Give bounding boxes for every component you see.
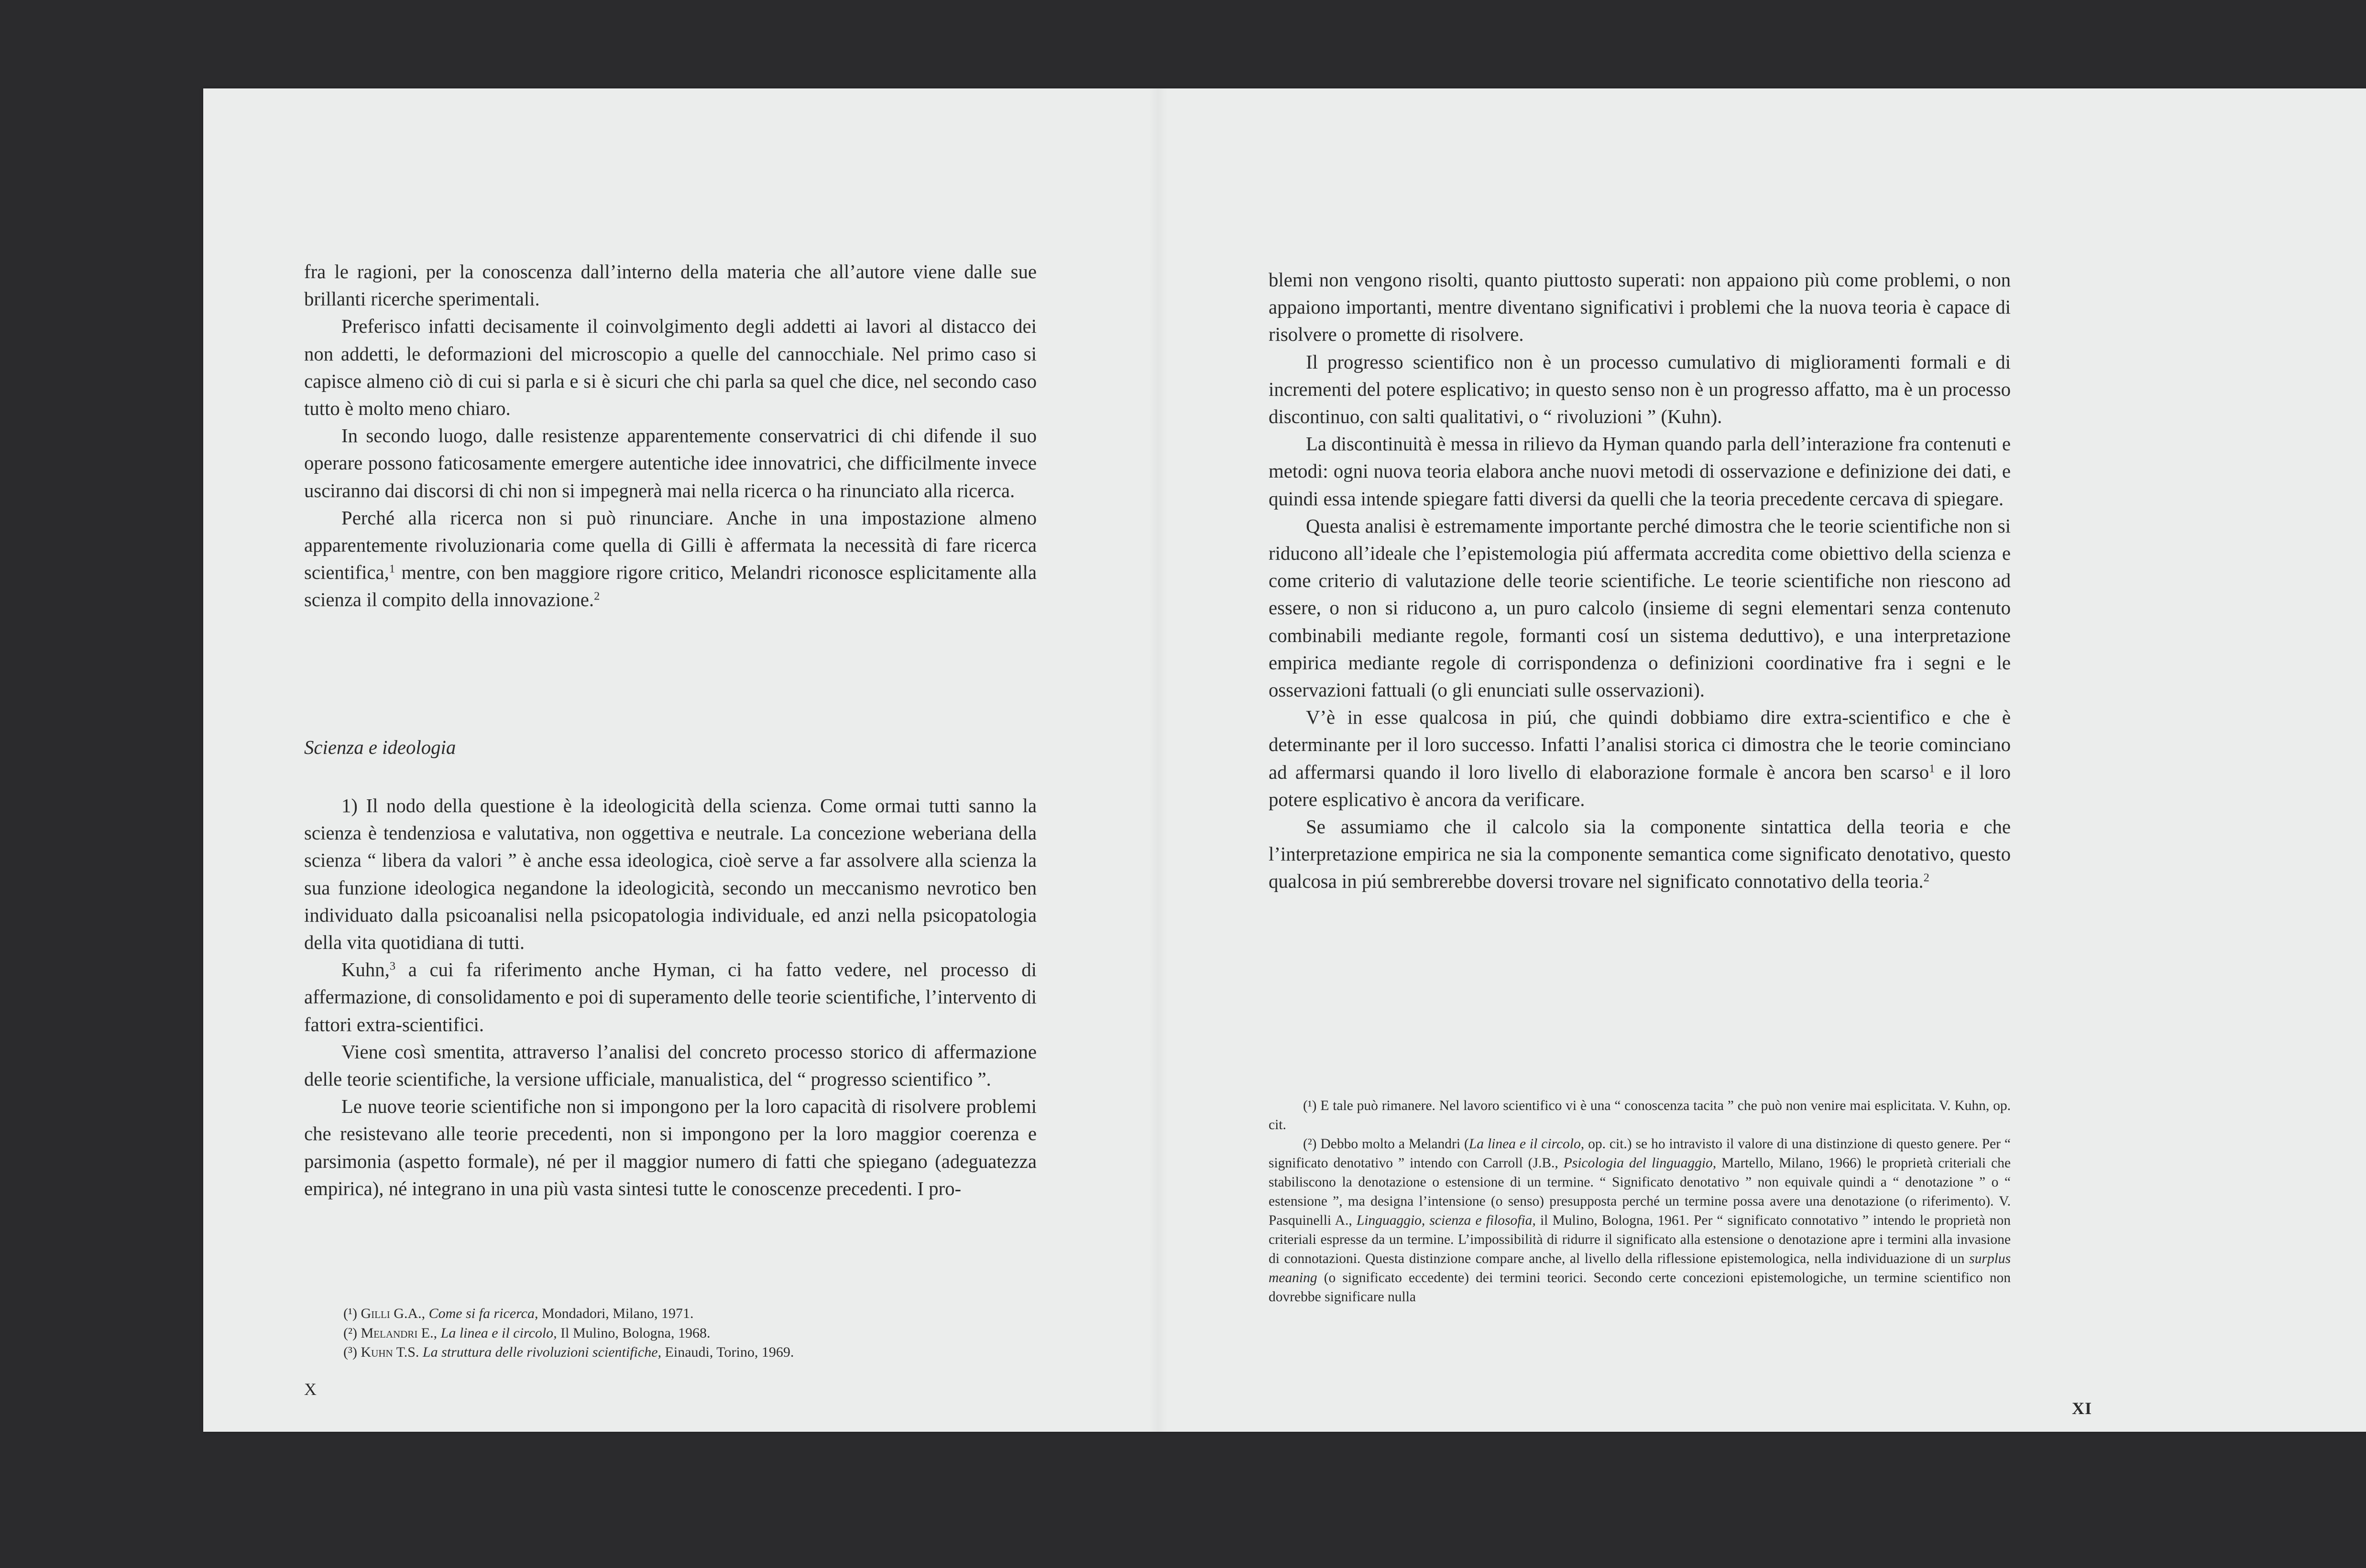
paragraph: Se assumiamo che il calcolo sia la componente sintattica della teoria e che l’interpretazione empirica ne sia la componente semantica come significato denotativo, questo qualcosa in piú sembrerebbe doversi trovare nel significato connotativo della teoria.$^2$ (1269, 816, 2011, 893)
footnote: (³) Kuhn T.S. La struttura delle rivoluzioni scientifiche, Einaudi, Torino, 1969. (343, 1344, 794, 1360)
paragraph: Questa analisi è estremamente importante perché dimostra che le teorie scientifiche non si riducono all’ideale che l’epistemologia piú affermata accredita come obiettivo della scienza e come criterio di valutazione delle teorie scientifiche. Le teorie scientifiche non riescono ad essere, o non si riducono a, un puro calcolo (insieme di segni elementari senza contenuto combinabili mediante regole, formanti cosí un sistema deduttivo), e una interpretazione empirica mediante regole di corrispondenza o definizioni coordinative fra i segni e le osservazioni fattuali (o gli enunciati sulle osservazioni). (1269, 515, 2011, 701)
paragraph: Kuhn,$^3$ a cui fa riferimento anche Hyman, ci ha fatto vedere, nel processo di affermazione, di consolidamento e poi di superamento delle teorie scientifiche, l’intervento di fattori extra-scientifici. (304, 959, 1037, 1035)
paragraph: Perché alla ricerca non si può rinunciare. Anche in una impostazione almeno apparentemente rivoluzionaria come quella di Gilli è affermata la necessità di fare ricerca scientifica,$^1$ mentre, con ben maggiore rigore critico, Melandri riconosce esplicitamente alla scienza il compito della innovazione.$^2$ (304, 507, 1037, 611)
page-number: XI (2072, 1399, 2092, 1418)
paragraph: Le nuove teorie scientifiche non si impongono per la loro capacità di risolvere problemi che resistevano alle teorie precedenti, non si impongono per la loro maggior coerenza e parsimonia (aspetto formale), né per il maggior numero di fatti che spiegano (adeguatezza empirica), né integrano in una più vasta sintesi tutte le conoscenze precedenti. I pro- (304, 1096, 1037, 1199)
footnote-ref: 3 (389, 959, 396, 973)
footnote-ref: 2 (594, 589, 600, 603)
left-footnotes (343, 1304, 1037, 1362)
paragraph: Viene così smentita, attraverso l’analisi del concreto processo storico di affermazione delle teorie scientifiche, la versione ufficiale, manualistica, del “ progresso scientifico ”. (304, 1041, 1037, 1090)
paragraph: 1) Il nodo della questione è la ideologicità della scienza. Come ormai tutti sanno la scienza è tendenziosa e valutativa, non oggettiva e neutrale. La concezione weberiana della scienza “ libera da valori ” è anche essa ideologica, cioè serve a far assolvere alla scienza la sua funzione ideologica negandone la ideologicità, secondo un meccanismo nevrotico ben individuato dalla psicoanalisi nella psicopatologia individuale, ed anzi nella psicopatologia della vita quotidiana di tutti. (304, 795, 1037, 954)
footnote-ref: 1 (389, 562, 395, 576)
section-heading: Scienza e ideologia (304, 737, 456, 758)
right-body-text (1269, 266, 2011, 895)
footnote: (²) Melandri E., La linea e il circolo, Il Mulino, Bologna, 1968. (343, 1325, 711, 1341)
paragraph: V’è in esse qualcosa in piú, che quindi dobbiamo dire extra-scientifico e che è determinante per il loro successo. Infatti l’analisi storica ci dimostra che le teorie cominciano ad affermarsi quando il loro livello di elaborazione formale è ancora ben scarso$^1$ e il loro potere esplicativo è ancora da verificare. (1269, 707, 2011, 810)
footnote: (¹) E tale può rimanere. Nel lavoro scientifico vi è una “ conoscenza tacita ” che può non venire mai esplicitata. V. Kuhn, op. cit. (1269, 1098, 2011, 1132)
page-number: X (304, 1380, 317, 1399)
footnote-ref: 2 (1923, 871, 1929, 885)
footnote-ref: 1 (1929, 762, 1935, 775)
footnote: (¹) Gilli G.A., Come si fa ricerca, Mondadori, Milano, 1971. (343, 1306, 694, 1321)
paragraph: Il progresso scientifico non è un processo cumulativo di miglioramenti formali e di incrementi del potere esplicativo; in questo senso non è un progresso affatto, ma è un processo discontinuo, con salti qualitativi, o “ rivoluzioni ” (Kuhn). (1269, 351, 2011, 428)
paragraph: blemi non vengono risolti, quanto piuttosto superati: non appaiono più come problemi, o non appaiono importanti, mentre diventano significativi i problemi che la nuova teoria è capace di risolvere o promette di risolvere. (1269, 269, 2011, 346)
book-spread (203, 88, 2366, 1432)
right-footnotes (1269, 1096, 2011, 1307)
left-body-text (304, 258, 1037, 614)
paragraph: fra le ragioni, per la conoscenza dall’interno della materia che all’autore viene dalle sue brillanti ricerche sperimentali. (304, 261, 1037, 310)
left-body-text-2 (304, 792, 1037, 1202)
paragraph: In secondo luogo, dalle resistenze apparentemente conservatrici di chi difende il suo operare possono faticosamente emergere autentiche idee innovatrici, che difficilmente invece usciranno dai discorsi di chi non si impegnerà mai nella ricerca o ha rinunciato alla ricerca. (304, 425, 1037, 501)
paragraph: La discontinuità è messa in rilievo da Hyman quando parla dell’interazione fra contenuti e metodi: ogni nuova teoria elabora anche nuovi metodi di osservazione e definizione dei dati, e quindi essa intende spiegare fatti diversi da quelli che la teoria precedente cercava di spiegare. (1269, 433, 2011, 510)
book-gutter (1149, 88, 1168, 1432)
footnote: (²) Debbo molto a Melandri (La linea e il circolo, op. cit.) se ho intravisto il valore di una distinzione di questo genere. Per “ significato denotativo ” intendo con Carroll (J.B., Psicologia del linguaggio, Martello, Milano, 1966) le proprietà criteriali che stabiliscono la denotazione o estensione di un termine. “ Significato denotativo ” non equivale quindi a “ denotazione ” o “ estensione ”, ma designa l’intensione (o senso) presupposta perché un termine possa avere una denotazione (o riferimento). V. Pasquinelli A., Linguaggio, scienza e filosofia, il Mulino, Bologna, 1961. Per “ significato connotativo ” intendo le proprietà non criteriali espresse da un termine. L’impossibilità di ridurre il significato alla estensione o denotazione apre i termini alla invasione di connotazioni. Questa distinzione compare anche, al livello della riflessione epistemologica, nella individuazione di un surplus meaning (o significato eccedente) dei termini teorici. Secondo certe concezioni epistemologiche, un termine scientifico non dovrebbe significare nulla (1269, 1136, 2011, 1305)
paragraph: Preferisco infatti decisamente il coinvolgimento degli addetti ai lavori al distacco dei non addetti, le deformazioni del microscopio a quelle del cannocchiale. Nel primo caso si capisce almeno ciò di cui si parla e si è sicuri che chi parla sa quel che dice, nel secondo caso tutto è molto meno chiaro. (304, 316, 1037, 420)
